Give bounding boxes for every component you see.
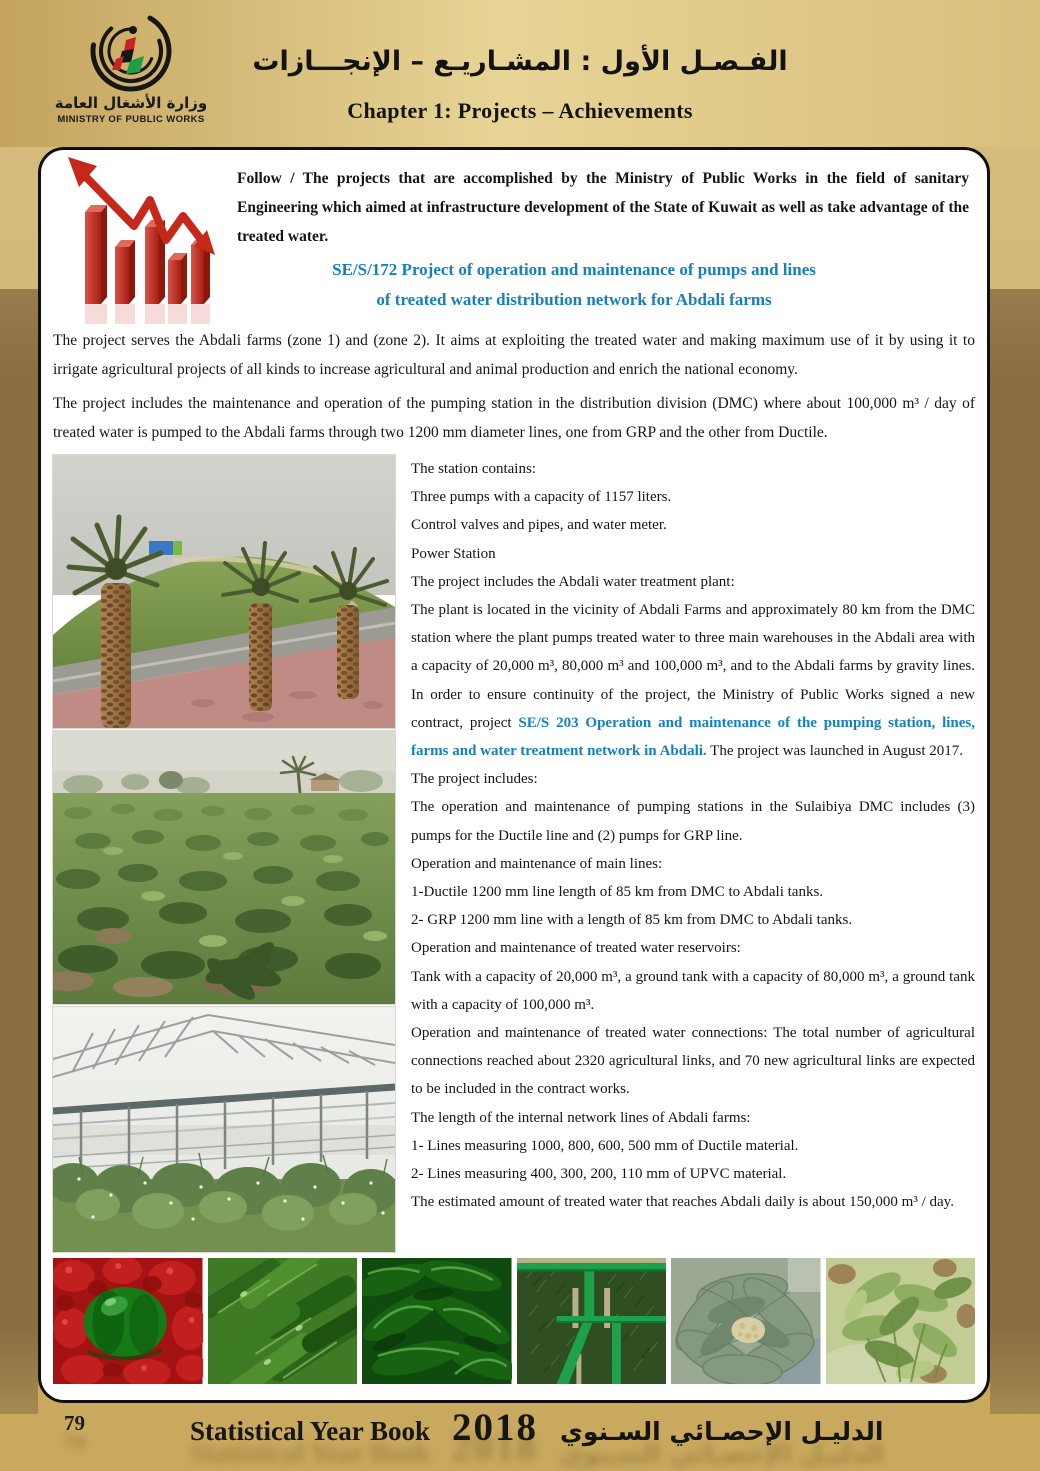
detail-line: 2- GRP 1200 mm line with a length of 85 km from DMC to Abdali tanks. xyxy=(411,912,853,929)
detail-line: The project includes: xyxy=(411,771,538,788)
photo-leafy-plants xyxy=(826,1258,976,1384)
contract-se-s-203: SE/S 203 Operation and maintenance of the pumping station, lines, farms and water treatment network in Abdali. xyxy=(411,714,976,760)
ministry-name-english: MINISTRY OF PUBLIC WORKS xyxy=(57,114,205,125)
vegetable-photo-strip xyxy=(53,1258,975,1384)
photo-cucumbers xyxy=(208,1258,358,1384)
photo-cauliflower xyxy=(671,1258,821,1384)
detail-line: The length of the internal network lines of Abdali farms: xyxy=(411,1109,751,1126)
detail-line: The estimated amount of treated water that reaches Abdali daily is about 150,000 m³ / day. xyxy=(411,1194,954,1211)
detail-line: 2- Lines measuring 400, 300, 200, 110 mm of UPVC material. xyxy=(411,1166,787,1183)
project-heading-line1: SE/S/172 Project of operation and maintenance of pumps and lines xyxy=(332,260,816,279)
photo-greenhouse xyxy=(53,1007,395,1252)
photo-crop-field xyxy=(53,731,395,1004)
plant-paragraph xyxy=(411,596,975,765)
detail-line: Operation and maintenance of treated water connections: The total number of agricultural connections reached about 2320 agricultural links, and 70 new agricultural links are expected to be included in the contract works. xyxy=(411,1025,975,1098)
detail-line: The station contains: xyxy=(411,461,536,477)
content-box xyxy=(38,147,990,1403)
left-margin-band xyxy=(0,289,38,1414)
photo-palm-trees-hill xyxy=(53,455,395,728)
detail-line: Tank with a capacity of 20,000 m³, a ground tank with a capacity of 80,000 m³, a ground tank with a capacity of 100,000 m³. xyxy=(411,968,975,1013)
paragraph-project-includes: The project includes the maintenance and operation of the pumping station in the distribution division (DMC) where about 100,000 m³ / day of treated water is pumped to the Abdali farms through two 1200 mm diameter lines, one from GRP and the other from Ductile. xyxy=(53,395,975,441)
chapter-title-english: Chapter 1: Projects – Achievements xyxy=(347,98,693,123)
bars xyxy=(85,205,210,304)
page-footer xyxy=(0,1403,1040,1471)
photo-green-chili-peppers xyxy=(362,1258,512,1384)
detail-line: 1-Ductile 1200 mm line length of 85 km from DMC to Abdali tanks. xyxy=(411,884,824,901)
details-column xyxy=(411,455,975,1216)
plant-paragraph-post: The project was launched in August 2017. xyxy=(706,743,964,760)
right-margin-band xyxy=(990,289,1040,1414)
photo-bell-peppers xyxy=(53,1258,203,1384)
intro-paragraph: Follow / The projects that are accomplished by the Ministry of Public Works in the field of sanitary Engineering which aimed at infrastructure development of the State of Kuwait as well as take advantage of the treated water. xyxy=(237,170,969,245)
detail-line: Power Station xyxy=(411,545,496,562)
book-title: Statistical Year Book xyxy=(190,1416,430,1446)
plant-paragraph-pre: The plant is located in the vicinity of Abdali Farms and approximately 80 km from the DMC station where the plant pumps treated water to three main warehouses in the Abdali area with a capacity of 20,000 m³, 80,000 m³ and 100,000 m³, and to the Abdali farms by gravity lines. In order to ensure continuity of the project, the Ministry of Public Works signed a new contract, project xyxy=(411,602,975,731)
chapter-title-arabic: الفـصـل الأول : المشـاريـع – الإنجـــازات xyxy=(252,46,788,77)
book-year: 2018 xyxy=(452,1406,538,1449)
detail-line: Operation and maintenance of treated water reservoirs: xyxy=(411,940,741,957)
project-heading xyxy=(203,255,945,315)
page-header xyxy=(0,0,1040,147)
detail-line: 1- Lines measuring 1000, 800, 600, 500 mm of Ductile material. xyxy=(411,1137,799,1154)
page-number: 79 xyxy=(64,1411,85,1435)
detail-line: The project includes the Abdali water treatment plant: xyxy=(411,573,735,590)
photo-column xyxy=(53,455,395,1252)
detail-line: The operation and maintenance of pumping stations in the Sulaibiya DMC includes (3) pumps for the Ductile line and (2) pumps for GRP line. xyxy=(411,799,975,844)
project-heading-line2: of treated water distribution network for Abdali farms xyxy=(376,290,772,309)
ministry-name-arabic: وزارة الأشغال العامة xyxy=(54,94,208,112)
book-title-arabic: الدليـل الإحصـائي السـنوي xyxy=(560,1417,884,1446)
detail-line: Three pumps with a capacity of 1157 liters. xyxy=(411,489,672,506)
detail-line: Control valves and pipes, and water meter. xyxy=(411,517,667,534)
declining-bar-chart-icon xyxy=(55,152,221,324)
detail-line: Operation and maintenance of main lines: xyxy=(411,855,663,872)
photo-herb-crates xyxy=(517,1258,667,1384)
paragraph-project-serves: The project serves the Abdali farms (zone 1) and (zone 2). It aims at exploiting the treated water and making maximum use of it by using it to irrigate agricultural projects of all kinds to increase agricultural and animal production and enrich the national economy. xyxy=(53,332,975,378)
